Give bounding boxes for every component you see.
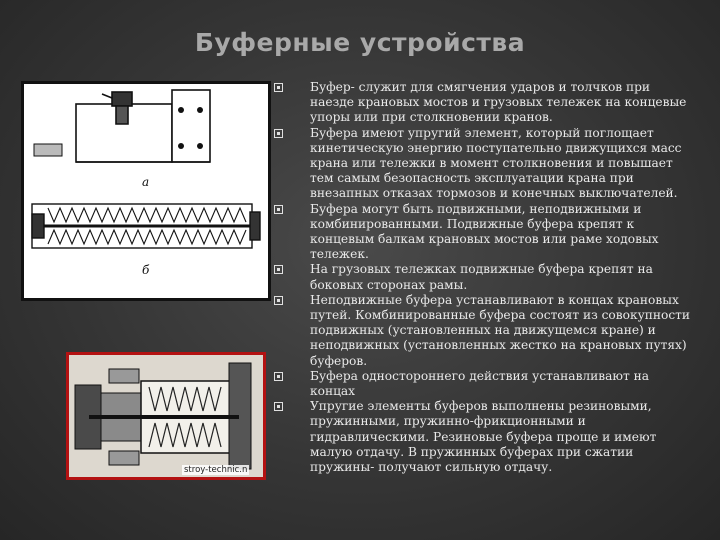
- slide-title: Буферные устройства: [194, 28, 526, 57]
- bullet-text: Буфера могут быть подвижными, неподвижными и комбинированными. Подвижные буфера крепят к концевым балкам крановых мостов или раме ходовых тележек.: [310, 201, 659, 262]
- bullet-item: [274, 262, 694, 292]
- bullet-text: На грузовых тележках подвижные буфера крепят на боковых сторонах рамы.: [310, 262, 653, 292]
- bullet-square-icon: [274, 296, 283, 305]
- bullet-square-icon: [274, 372, 283, 381]
- bullet-square-icon: [274, 83, 283, 92]
- image-watermark: stroy-technic.n: [184, 465, 248, 475]
- drawing-label-b: б: [142, 263, 150, 277]
- bullet-text: Буфер- служит для смягчения ударов и толчков при наезде крановых мостов и грузовых тележек на концевые упоры или при столкновении кранов.: [310, 80, 687, 125]
- drawing-label-a: а: [142, 175, 150, 189]
- bullet-item: [274, 126, 694, 202]
- bullet-item: [274, 369, 694, 399]
- bullet-item: [274, 399, 694, 475]
- buffer-section-figure: [66, 352, 266, 480]
- bullet-item: [274, 202, 694, 263]
- bullet-square-icon: [274, 265, 283, 274]
- bullet-square-icon: [274, 129, 283, 138]
- buffer-drawing-figure: [21, 81, 271, 301]
- bullet-square-icon: [274, 205, 283, 214]
- bullet-text: Буфера имеют упругий элемент, который поглощает кинетическую энергию поступательно движущихся масс крана или тележки в момент столкновения и повышает тем самым безопасность эксплуатации крана при внезапных отказах тормозов и конечных выключателей.: [310, 125, 682, 201]
- bullet-text: Упругие элементы буферов выполнены резиновыми, пружинными, пружинно-фрикционными и гидравлическими. Резиновые буфера проще и имеют малую отдачу. В пружинных буферах при сжатии пружины- получают сильную отдачу.: [310, 399, 657, 475]
- bullet-square-icon: [274, 402, 283, 411]
- bullet-item: [274, 80, 694, 126]
- bullet-text: Буфера одностороннего действия устанавливают на концах: [310, 368, 650, 399]
- bullet-item: [274, 293, 694, 369]
- bullet-list: [274, 80, 694, 475]
- bullet-text: Неподвижные буфера устанавливают в концах крановых путей. Комбинированные буфера состоят из совокупности подвижных (установленных на движущемся кране) и неподвижных (установленных жестко на крановых путях) буферов.: [310, 292, 691, 368]
